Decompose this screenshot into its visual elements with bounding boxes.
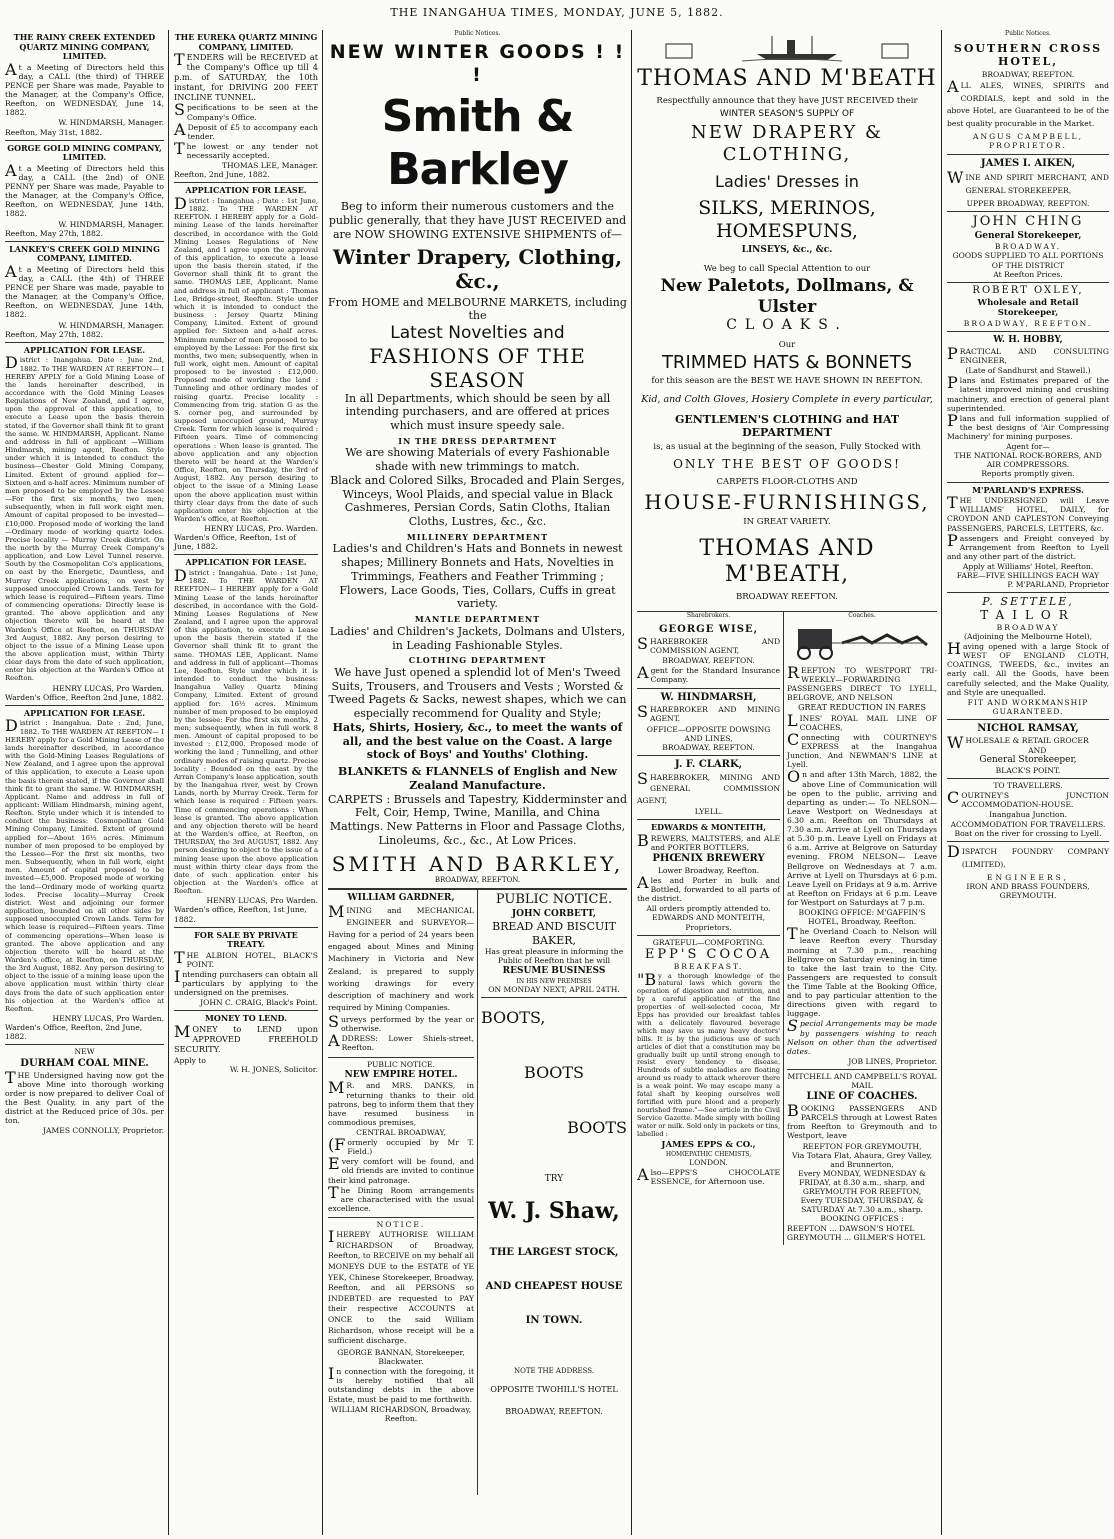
ad-trade: IRON AND BRASS FOUNDERS, [966,882,1090,892]
notice-date: Reefton, 2nd June, 1882. [174,170,270,180]
ad-title: W. HINDMARSH, [660,692,757,704]
ad-text: We are showing Materials of every Fashionable shade with new trimmings to match. [345,446,610,474]
ad-text: AND [1028,746,1047,756]
ad-text: Agent for— [1006,442,1050,452]
ad-title: NICHOL RAMSAY, [977,722,1079,734]
ad-text: THE NATIONAL ROCK-BORERS, AND AIR COMPRESSORS. [954,451,1102,470]
section-label: Coaches. [848,611,876,619]
ad-text: OFFICE—OPPOSITE DOWSING AND LINES, [646,724,771,743]
gorge-notice [5,141,164,242]
ad-headline: PHŒNIX BREWERY [652,852,765,864]
corbett-ad [481,890,627,998]
ad-text: REEFTON ... DAWSON'S HOTEL [787,1223,915,1233]
notice-date: Reefton, May 27th, 1882. [5,228,104,238]
ad-text: for this season are the BEST WE HAVE SHOWN IN REEFTON. [651,375,923,386]
ad-text: At Reefton Prices. [993,269,1063,279]
edwards-monteith-ad [637,820,780,936]
ad-trade: WHOLESALE & RETAIL GROCER [947,732,1089,752]
ad-text: From HOME and MELBOURNE MARKETS, including the [328,295,627,323]
ad-text: LINSEYS, &c., &c. [741,245,833,256]
ad-address: BROADWAY, REEFTON. [505,1406,603,1416]
notice-title: THE EUREKA QUARTZ MINING COMPANY, LIMITED. [174,32,318,52]
dispatch-foundry-ad [947,842,1109,904]
ad-trade: Wholesale and Retail Storekeeper, [977,297,1079,318]
ad-body: MINING and MECHANICAL ENGINEER and SURVEYOR—Having for a period of 24 years been engaged about Mines and Mining Machinery in Victoria and New Zealand, is prepared to supply working drawings for every description of machinery and work required by Mining Companies. [328,901,474,1012]
ad-title: EDWARDS & MONTEITH, [650,822,767,833]
ad-address: LONDON. [689,1157,728,1167]
ad-headline: Ladies' Dresses in [715,171,859,191]
ad-title: DURHAM COAL MINE. [20,1057,149,1069]
ad-text: ON MONDAY NEXT, APRIL 24TH. [488,985,620,994]
lease-application-2 [5,706,164,1046]
notice-title: FOR SALE BY PRIVATE TREATY. [194,929,298,950]
column-2 [171,30,321,1535]
ad-text: The Overland Coach to Nelson will leave Reefton every Thursday morning at 7.30 p.m., reaching Bellgrove on Saturday evening in time to take the last train to the City. Passengers are requested to consult the Time Table at the Booking Office, and to pay particular attention to the directions given with regard to luggage. [787,924,937,1019]
notice-text: Specifications to be seen at the Company's Office. [174,100,318,122]
ad-kicker: NOTICE. [376,1219,426,1229]
ad-schedule: On and after 13th March, 1882, the above Line of Communication will be open to the public, arriving and departing as under:— To NELSON— Leave Westport on Wednesdays at 6.30 a.m. Reefton on Thursdays at 7.30 a.m. Arrive at Lyell on Thursdays at 5.30 p.m. Leave Lyell on Fridays at 6 a.m. Arrive at Belgrove on Saturday evening. FROM NELSON— Leave Bellgrove on Wednesdays at 7 a.m. Arrive at Lyell on Thursdays at 6 p.m. Leave Lyell on Fridays at 9 a.m. Arrive at Reefton on Fridays at 6 p.m. Leave for Westport on Saturdays at 7 p.m. [787,767,937,907]
column-5 [944,30,1112,1535]
ad-headline: NEW DRAPERY & CLOTHING, [691,122,883,165]
eureka-tender [174,30,318,183]
department-heading: MILLINERY DEPARTMENT [406,531,549,542]
ad-title: JAMES I. AIKEN, [980,157,1076,169]
ad-text: The Dining Room arrangements are characterised with the usual excellence. [328,1182,474,1213]
ad-trade: TAILOR [980,608,1076,623]
col4-right [784,612,937,1245]
albion-sale [174,928,318,1012]
epps-cocoa-ad [637,936,780,1191]
ad-text: In all Departments, which should be seen by all intending purchasers, and are offered at prices which must insure speedy sale. [344,391,611,433]
ad-text: REEFTON FOR GREYMOUTH, [802,1141,922,1151]
ad-text: Ladies's and Children's Hats and Bonnets in newest shapes; Millinery Bonnets and Hats, Novelties in Trimmings, Feathers and Feather Trimming ; Flowers, Lace Goods, Ties, Collars, Cuffs in great variety. [332,542,623,611]
ad-title: JOHN CORBETT, [511,908,597,919]
gardner-ad [328,890,474,1058]
ad-title: ROBERT OXLEY, [972,284,1084,296]
ad-text: IN TOWN. [525,1314,583,1326]
thomas-mbeath-ad [637,32,937,612]
notice-text: Apply to [174,1055,206,1065]
aiken-ad [947,155,1109,212]
ad-headline: New Paletots, Dollmans, & Ulster [660,276,914,317]
ching-ad [947,212,1109,283]
column-3 [325,30,630,1535]
ad-kicker: NEW [74,1047,95,1057]
ad-address: BROADWAY [996,622,1060,632]
lankey-notice [5,242,164,343]
ad-signature: JAMES CONNOLLY, Proprietor. [42,1126,164,1136]
ad-body: Has great pleasure in informing the Public of Reefton that he will [484,946,624,965]
notice-body: District : Inangahua ; Date : 1st June, 1882. To THE WARDEN AT REEFTON. I HEREBY apply for a Gold-mining Lease of the lands hereinafter described, in accordance with the Gold Mining Leases Regulations of New Zealand, and I agree upon the approval of this application, to execute a lease upon the basis therein stated, if the Governor shall think fit to grant the same. THOMAS LEE, Applicant. Name and address in full of applicant : Thomas Lee, Bridge-street, Reefton. Style under which it is intended to conduct the business : Jersey Quartz Mining Company, Limited. Extent of ground applied for: Sixteen and a-half acres. Minimum number of men proposed to be employed by the Lessee: For the first six months, two men; subsequently, when in full work, eight men. Amount of capital proposed to be invested : £12,000. Proposed mode of working the land : Tunneling and other ordinary modes of raising quartz. Precise locality : Commencing from trig. station G as the S. corner peg, and surrounded by supposed unoccupied ground, Murray Creek. Term for which lease is required : Fifteen years. Time of commencing operations : When lease is granted. The above application and any objection thereto will be heard at the Warden's Office, Reefton, on Thursday, the 3rd of August, 1882. Any person desiring to object to the issue of a Mining Lease upon the above application must within thirty clear days from the date of such application enter his objection at the Warden's office, at Reefton. [174,193,318,523]
ad-trade: SHAREBROKER AND MINING AGENT. [637,702,781,724]
column-rule [168,30,169,1535]
ad-address: BROADWAY, REEFTON. [434,875,521,884]
notice-title: APPLICATION FOR LEASE. [185,185,307,196]
ad-text: THE LARGEST STOCK, [489,1246,619,1258]
notice-body: At a Meeting of Directors held this day, a CALL (the 4th) of THREE PENCE per Share was made, payable to the Manager, at the Company's Office, Reefton, on WEDNESDAY, June 14th, 1882. [5,261,164,320]
ad-headline: BOOTS [567,1118,627,1138]
ad-address: BROADWAY, REEFTON. [662,655,755,665]
ad-address: BLACK'S POINT. [995,765,1061,775]
ad-text: Reports promptly given. [981,469,1075,479]
ad-address: UPPER BROADWAY, REEFTON. [966,198,1090,208]
notice-date: Warden's Office, Reefton 2nd June, 1882. [5,692,164,702]
ad-signature: EDWARDS AND MONTEITH, Proprietors. [652,913,765,932]
ad-heading: NEW WINTER GOODS ! ! ! [329,41,626,86]
ad-headline: GREAT REDUCTION IN FARES [798,703,926,713]
ad-footer: SMITH AND BARKLEY, [331,851,624,876]
ad-text: Apply at Williams' Hotel, Reefton. [962,561,1094,571]
notice-body: District : Inangahua. Date : 1st June, 1882. To THE WARDEN AT REEFTON— I HEREBY apply for a Gold Mining Lease of the lands hereinafter described, in accordance with the Gold-Mining Leases Regulations of New Zealand, and I agree upon the approval of this application, to execute a Lease upon the basis therein stated if the Governor shall think fit to grant the same. THOMAS LEE, Applicant. Name and address in full of applicant—Thomas Lee, Reefton. Style under which it is intended to conduct the business: Inangahua Valley Quartz Mining Company, Limited. Extent of ground applied for: 16½ acres. Minimum number of men proposed to be employed by the lessee: For the first six months, 2 men; subsequently, when in full work 8 men. Amount of capital proposed to be invested : £12,000. Proposed mode of working the land ; Tunnelling, and other ordinary modes of raising quartz. Precise locality : Bounded on the east by the Arran Company's lease application, south by the Inangahua river, west by Crown Lands, north by Murray Creek. Term for which lease is required : Fifteen years. Time of commencing operations : When lease is granted. The above application and any objection thereto will be heard at the Warden's office, at Reefton, on THURSDAY, the 3rd AUGUST, 1882. Any person desiring to object to the issue of a mining lease upon the above application must within thirty clear days from the date of such application enter his objection at the Warden's office at Reefton. [174,566,318,896]
ad-title: SOUTHERN CROSS HOTEL, [953,42,1103,69]
notice-text: Intending purchasers can obtain all particulars by applying to the undersigned on the premises. [174,967,318,998]
ad-text: GOODS SUPPLIED TO ALL PORTIONS OF THE DISTRICT [952,251,1104,270]
ad-text: CARPETS FLOOR-CLOTHS AND [716,477,858,488]
notice-body: THE ALBION HOTEL, BLACK'S POINT. [174,947,318,969]
ad-kicker: MITCHELL AND CAMPBELL'S ROYAL MAIL [787,1071,937,1091]
ad-trade: SHAREBROKER AND COMMISSION AGENT, [637,633,781,655]
notice-body: At a Meeting of Directors held this day, a CALL (the 2nd) of ONE PENNY per Share was made, Payable to the Manager, at the Company's Office, Reefton, on WEDNESDAY, June 14th, 1882. [5,160,164,219]
ad-title: COURTNEY'S JUNCTION ACCOMMODATION-HOUSE. [947,788,1109,810]
notice-signature: HENRY LUCAS, Pro Warden. [52,1014,164,1024]
ad-signature: WILLIAM RICHARDSON, Broadway, Reefton. [330,1404,472,1423]
notice-signature: W. HINDMARSH, Manager. [58,219,164,229]
ad-body: THE Undersigned having now got the above Mine into thorough working order is now prepared to deliver Coal of the Best Quality, in any part of the district at the Reduced price of 30s. per ton. [5,1067,164,1126]
ad-title: M'PARLAND'S EXPRESS. [972,484,1084,495]
notice-text: The lowest or any tender not necessarily accepted. [174,138,318,160]
ad-signature: JOB LINES, Proprietor. [848,1056,937,1066]
notice-body: MONEY to LEND upon APPROVED FREEHOLD SECURITY. [174,1022,318,1054]
empire-hotel-ad [328,1058,474,1218]
column-rule [941,30,942,1535]
ad-firm-name: Smith & Barkley [381,90,574,195]
notice-signature: JOHN C. CRAIG, Black's Point. [200,998,318,1008]
ad-trade: BREWERS, MALTSTERS, and ALE and PORTER BOTTLERS, [637,830,781,852]
column-rule [631,30,632,1535]
ad-body: "By a thorough knowledge of the natural laws which govern the operation of digestion and nutrition, and by a careful application of the fine properties of well-selected cocoa, Mr Epps has provided our breakfast tables with a delicately flavoured beverage which may save us many heavy doctors' bills. It is by the judicious use of such articles of diet that a constitution may be gradually built up until strong enough to resist every tendency to disease. Hundreds of subtle maladies are floating around us ready to attack wherever there is a weak point. We may escape many a fatal shaft by keeping ourselves well fortified with pure blood and a properly nourished frame."—See article in the Civil Service Gazette. Made simply with boiling water or milk. Sold only in packets or tins, labelled : [637,969,781,1138]
notice-title: MONEY TO LEND. [205,1013,287,1024]
ad-address: CENTRAL BROADWAY, [356,1127,446,1137]
hindmarsh-ad [637,689,780,756]
ad-headline: CLOAKS. [726,317,848,334]
ad-text: Every TUESDAY, THURSDAY, & SATURDAY At 7.30 a.m., sharp. [800,1196,924,1215]
ad-trade: General Storekeeper, [979,755,1077,766]
section-label: Public Notices. [1005,30,1051,37]
ad-signature: GEORGE BANNAN, Storekeeper, Blackwater. [337,1347,465,1367]
ad-trade: PRACTICAL AND CONSULTING ENGINEER, [947,344,1109,366]
ad-text: is, as usual at the beginning of the season, Fully Stocked with [653,441,921,452]
ad-text: Ales and Porter in bulk and Bottled, forwarded to all parts of the district. [637,873,781,904]
col4-left [637,612,784,1245]
ad-headline: RESUME BUSINESS [502,966,606,977]
ad-headline: Winter Drapery, Clothing, &c., [332,244,623,293]
ad-text: We beg to call Special Attention to our [703,264,871,275]
rainy-creek-notice [5,30,164,141]
lease-application-3 [174,183,318,555]
ad-body: Connecting with COURTNEY'S EXPRESS at the Inangahua Junction, And NEWMAN'S LINE at Lyell. [787,730,937,770]
ad-text: IN HIS NEW PREMISES [516,977,592,985]
ramsay-ad [947,720,1109,779]
ad-body: Having opened with a large Stock of WEST OF ENGLAND CLOTH, COATINGS, TWEEDS, &c., invites an early call. All the Goods, have been carefully selected, and the Make Quality, and Style are unequalled. [947,639,1109,697]
col3-right [478,890,627,1495]
southern-cross-ad [947,39,1109,154]
notice-signature: HENRY LUCAS, Pro. Warden. [204,524,318,534]
notice-title: APPLICATION FOR LEASE. [23,707,146,718]
lines-royal-mail-ad [787,663,937,1070]
ad-text: WINTER SEASON'S SUPPLY OF [719,108,855,119]
department-heading: CLOTHING DEPARTMENT [408,655,547,666]
notice-body: District : Inangahua. Date : 2nd, June, 1882. To THE WARDEN AT REEFTON— I HEREBY apply for a Gold Mining Lease of the lands hereinafter described, in accordance with the Gold-Mining Leases Regulations of New Zealand, and I agree upon the approval of this application, to execute a Lease upon the basis therein stated, if the Governor shall think fit to grant the same. W. HINDMARSH, Applicant. Name and address in full of applicant: William Hindmarsh, mining agent, Reefton. Style under which it is intended to conduct the business: Cosmopolitan Gold Mining Company, Limited. Extent of ground applied for—About 16½ acres. Minimum number of men proposed to be employed by the Lessee—For the first six months, two men. Subsequently, when in full work, eight men. Amount of capital proposed to be invested—£5,000. Proposed mode of working the land—Ordinary mode of working quartz lodes. Precise locality—Murray Creek district. West and adjoining our former application, bounded on all other sides by supposed unoccupied Crown Lands. Term for which lease is required—Fifteen years. Time of commencing operations—When lease is granted. The above application and any objection thereto will be heard at the Warden's office, at Reefton, on THURSDAY, the 3rd August, 1882. Any person desiring to object to the issue of a mining lease upon the above application must within thirty clear days from the date of such application enter his objection at the Warden's office at Reefton. [5,716,164,1013]
ad-address: BROADWAY, REEFTON. [981,69,1075,79]
ad-headline: ONLY THE BEST OF GOODS! [673,456,901,471]
ad-headline: BOOTS [524,1063,584,1083]
ad-title: GEORGE WISE, [658,623,759,635]
wise-ad [637,621,780,690]
ad-address: BROADWAY, REEFTON. [963,319,1093,329]
ad-text: (Formerly occupied by Mr T. Field.) [328,1135,474,1157]
notice-title: APPLICATION FOR LEASE. [23,344,146,355]
ad-title: JOHN CHING [972,213,1084,229]
notice-signature: W. HINDMARSH, Manager. [58,320,164,330]
notice-signature: HENRY LUCAS, Pro Warden. [52,683,164,693]
ad-firm-name: W. J. Shaw, [488,1198,620,1225]
notice-title: THE RAINY CREEK EXTENDED QUARTZ MINING COMPANY, LIMITED. [13,32,156,62]
ad-text: BOOKING OFFICES : [820,1214,904,1224]
column-1 [2,30,167,1535]
ad-text: AND CHEAPEST HOUSE [485,1280,623,1292]
ad-title: W. H. HOBBY, [993,335,1063,346]
ad-address: BROADWAY. [994,242,1062,252]
section-label: Sharebrokers. [686,611,731,619]
notice-body: District : Inangahua. Date : June 2nd, 1882. To THE WARDEN AT REEFTON— I HEREBY APPLY for a Gold Mining Lease of the lands hereinafter described, in accordance with the Gold Mining Leases Regulations of New Zealand, and I agree, upon the approval of this application, to execute a Lease upon the basis therein stated, if the Governor shall think fit to grant the same. W. HINDMARSH, Applicant. Name and address in full of applicant —William Hindmarsh, mining agent, Reefton. Style under which it is intended to conduct the business—Chester Gold Mining Company, Limited. Extent of ground applied for—Sixteen and a-half acres. Minimum number of men proposed to be employed by the Lessee—For the first six months, two men; subsequently, when in full work eight men. Amount of capital proposed to be invested—£10,000. Proposed mode of working the land—Ordinary mode of working quartz lodes. Precise locality — Murray Creek district. On the north by the Murray Creek Company's application, and Low Level Tunnel reserve. South by the Cosmopolitan Co's applications, on east by the Energetic, Dauntless, and Murray Creek applications, on west by supposed unoccupied Crown Lands. Term for which lease is required—Fifteen years. Time of commencing operations: Directly lease is granted. The above application and any objection thereto will be heard at the Warden's Office at Reefton, on THURSDAY 3rd August, 1882. Any person desiring to object to the issue of a Mining Lease upon the above application must, within Thirty clear days from the date of such application, enter his objection at the Warden's Office at Reefton. [5,353,164,683]
ad-text: GREYMOUTH FOR REEFTON, [802,1187,922,1197]
steamship-illustration-icon [662,32,912,62]
ad-text: Black and Colored Silks, Brocaded and Plain Serges, Winceys, Wool Plaids, and special value in Black Cashmeres, Persian Cords, Satin Cloths, Italian Cloths, Lustres, &c., &c. [330,473,625,529]
notice-date: Warden's Office, Reefton, 2nd June, 1882. [5,1023,143,1042]
ad-kicker: PUBLIC NOTICE. [495,892,613,908]
lease-application-1 [5,343,164,706]
ad-kicker: GRATEFUL—COMFORTING. [652,937,765,947]
ad-text: Also—EPPS'S CHOCOLATE ESSENCE, for Afternoon use. [637,1165,781,1187]
ad-address: Lower Broadway, Reefton. [657,865,760,875]
notice-signature: W. H. JONES, Solicitor. [229,1064,318,1074]
ad-text: Special Arrangements may be made by passengers wishing to reach Nelson on other than the advertised dates. [787,1016,937,1056]
settele-tailor-ad [947,593,1109,720]
ad-title: P. SETTELE, [982,595,1074,609]
ad-text: BOOKING OFFICE: M'GAFFIN'S HOTEL, Broadway, Reefton. [798,908,926,927]
ad-kicker: BREAKFAST. [673,962,744,972]
ad-trade: General Storekeeper, [974,230,1082,241]
smith-barkley-ad [328,41,627,889]
ad-firm-name: JAMES EPPS & CO., [661,1139,756,1150]
notice-text: ADeposit of £5 to accompany each tender. [174,119,318,141]
masthead: THE INANGAHUA TIMES, MONDAY, JUNE 5, 1882. [390,6,724,19]
ad-text: Agent for the Standard Insurance Company. [637,663,781,685]
ad-body: MR. and MRS. DANKS, in returning thanks to their old patrons, beg to inform them that they have resumed business in commodious premises, [328,1078,474,1127]
ad-trade: SHAREBROKER, MINING AND GENERAL COMMISSION AGENT, [637,768,781,805]
notice-body: TENDERS will be RECEIVED at the Company's Office up till 4 p.m. of SATURDAY, the 10th instant, for DRIVING 200 FEET INCLINE TUNNEL. [174,50,318,102]
ad-title: DISPATCH FOUNDRY COMPANY (LIMITED), [947,841,1109,870]
ad-text: FARE—FIVE SHILLINGS EACH WAY [956,571,1100,581]
ad-title: EPP'S COCOA [644,946,773,962]
clark-ad [637,756,780,820]
ad-address: BROADWAY REEFTON. [736,592,838,603]
ad-text: Surveys performed by the year or otherwise. [328,1012,474,1034]
notice-title: APPLICATION FOR LEASE. [185,557,307,568]
notice-title: GORGE GOLD MINING COMPANY, LIMITED. [7,142,162,163]
ad-headline: TRIMMED HATS & BONNETS [661,352,913,374]
mparland-express-ad [947,483,1109,594]
ad-text: (Adjoining the Melbourne Hotel), [964,631,1092,641]
notice-title: LANKEY'S CREEK GOLD MINING COMPANY, LIMITED. [9,243,160,264]
ad-text: Hats, Shirts, Hosiery, &c., to meet the wants of all, and the best value on the Coast. A large stock of Boys' and Youths' Clothing. [332,720,623,762]
column-rule [322,30,323,1535]
ad-address: BROADWAY, REEFTON. [662,742,755,752]
department-heading: IN THE DRESS DEPARTMENT [398,435,557,446]
ad-text: Ladies' and Children's Jackets, Dolmans and Ulsters, in Leading Fashionable Styles. [329,624,626,652]
ad-text: Respectfully announce that they have JUST RECEIVED their [656,96,918,107]
ad-kicker: PUBLIC NOTICE. [367,1059,435,1069]
department-heading: MANTLE DEPARTMENT [414,614,541,625]
shaw-ad [481,1008,627,1416]
ad-body: BOOKING PASSENGERS AND PARCELS through at Lowest Rates from Reefton to Greymouth and to Westport, leave [787,1101,937,1141]
section-label: Public Notices. [454,30,501,37]
oxley-ad [947,283,1109,332]
ad-text: HOMŒPATHIC CHEMISTS, [665,1150,752,1158]
notice-signature: W. HINDMARSH, Manager. [58,118,164,128]
notice-date: Warden's Office, Reefton, 1st of June, 1882. [174,533,297,552]
ad-text: Plans and full information supplied of the best designs of 'Air Compressing Machinery' for mining purposes. [947,410,1109,442]
stagecoach-illustration-icon [792,621,932,661]
mitchell-campbell-ad [787,1070,937,1245]
ad-body: IHEREBY AUTHORISE WILLIAM RICHARDSON of Broadway, Reefton, to RECEIVE on my behalf all MONEYS DUE to the ESTATE of YE YEK, Chinese Storekeeper, Broadway, Reefton, and all PERSONS so INDEBTED are requested to PAY their respective ACCOUNTS at ONCE to the said William Richardson, whose receipt will be a sufficient discharge. [328,1227,474,1346]
ad-signature: ANGUS CAMPBELL, PROPRIETOR. [972,132,1083,151]
ad-text: (Late of Sandhurst and Stawell.) [965,366,1091,376]
notice-richardson [328,1218,474,1426]
ad-text: IN GREAT VARIETY. [743,517,831,528]
ad-text: Passengers and Freight conveyed by Arrangement from Reefton to Lyell and any other part of the district. [947,530,1109,561]
ad-headline: SILKS, MERINOS, HOMESPUNS, [698,196,876,242]
ad-headline: BOOTS, [481,1008,546,1028]
ad-text: Beg to inform their numerous customers and the public generally, that they have JUST RECEIVED and are NOW SHOWING EXTENSIVE SHIPMENTS of— [328,200,627,241]
notice-date: Warden's office, Reefton, 1st June, 1882. [174,905,307,924]
money-to-lend [174,1011,318,1076]
ad-body: WINE AND SPIRIT MERCHANT, AND GENERAL STOREKEEPER, [947,167,1109,196]
ad-text: We have Just opened a splendid lot of Men's Tweed Suits, Trousers, and Trousers and Vests ; Worsted & Tweed Pagets & Sacks, newest shapes, which we can especially recommend for Quality and Style; [328,665,627,721]
ad-headline: Latest Novelties and [390,323,565,344]
ad-kicker: TO TRAVELLERS. [993,781,1063,791]
notice-signature: THOMAS LEE, Manager. [221,161,318,171]
ad-headline: GENTLEMEN'S CLOTHING and HAT DEPARTMENT [674,413,900,440]
ad-text: Our [778,339,796,350]
ad-firm-name: THOMAS AND M'BEATH [637,66,937,91]
courtney-junction-ad [947,779,1109,842]
ad-text: In connection with the foregoing, it is hereby notified that all outstanding debts in the above Estate, must be paid to me forthwith. [328,1364,474,1404]
ad-headline: FASHIONS OF THE SEASON [369,343,586,392]
hobby-ad [947,332,1109,482]
ad-text: Boat on the river for crossing to Lyell. [954,828,1102,838]
ad-text: Inangahua Junction. [989,810,1067,820]
ad-text: Via Totara Flat, Ahaura, Grey Valley, and Brunnerton, [791,1150,933,1169]
ad-address: ADDRESS: Lower Shiels-street, Reefton. [328,1031,474,1053]
ad-firm-name: THOMAS AND M'BEATH, [699,535,875,587]
ad-title: J. F. CLARK, [674,758,743,770]
col3-left [328,890,478,1495]
ad-title: LINES' ROYAL MAIL LINE OF COACHES, [787,710,937,732]
notice-signature: HENRY LUCAS, Pro Warden. [206,896,318,906]
ad-body: THE UNDERSIGNED will Leave WILLIAMS' HOTEL, DAILY, for CROYDON AND CAPLESTON Conveying PASSENGERS, PARCELS, LETTERS, &c. [947,493,1109,533]
column-4 [634,30,940,1535]
notice-body: At a Meeting of Directors held this day, a CALL (the third) of THREE PENCE per Share was made, Payable to the Manager, at the Company's Office, Reefton, on WEDNESDAY, June 14, 1882. [5,59,164,118]
ad-text: GREYMOUTH ... GILMER'S HOTEL [787,1232,925,1242]
ad-text: Every comfort will be found, and old friends are invited to continue their kind patronage. [328,1154,474,1185]
ad-text: Plans and Estimates prepared of the latest improved mining and crushing machinery, and erection of general plant superintended. [947,373,1109,413]
ad-text: BLANKETS & FLANNELS of English and New Zealand Manufacture. [338,765,617,792]
lease-application-4 [174,555,318,927]
ad-trade: ENGINEERS, [986,873,1070,883]
ad-title: WILLIAM GARDNER, [347,893,455,904]
ad-text: All orders promptly attended to. [646,904,771,914]
ad-text: ACCOMMODATION FOR TRAVELLERS. [950,819,1106,829]
ad-address: GREYMOUTH. [999,891,1057,901]
ad-text: NOTE THE ADDRESS. [513,1366,595,1375]
notice-date: Reefton, May 27th, 1882. [5,329,104,339]
ad-text: Every MONDAY, WEDNESDAY & FRIDAY, at 8.30 a.m., sharp, and [798,1168,926,1188]
ad-title: LINE OF COACHES. [806,1091,918,1103]
ad-text: FIT AND WORKMANSHIP GUARANTEED. [967,697,1089,716]
ad-text: Kid, and Colth Gloves, Hosiery Complete in every particular, [641,393,933,405]
ad-text: TRY [544,1173,564,1184]
ad-body: ALL ALES, WINES, SPIRITS and CORDIALS, kept and sold in the above Hotel, are Guaranteed to be of the best quality procurable in the Market. [947,76,1109,129]
ad-address: OPPOSITE TWOHILL'S HOTEL [490,1385,618,1395]
ad-text: CARPETS : Brussels and Tapestry, Kidderminster and Felt, Coir, Hemp, Twine, Manilla, and China Mattings. New Patterns in Floor and Passage Cloths, Linoleums, &c., &c., At Low Prices. [328,792,628,847]
ad-title: NEW EMPIRE HOTEL. [344,1069,458,1080]
ad-address: LYELL. [694,807,723,817]
ad-signature: P. M'PARLAND, Proprietor [1007,580,1109,590]
notice-date: Reefton, May 31st, 1882. [5,127,103,137]
ad-headline: HOUSE-FURNISHINGS, [644,490,930,515]
ad-text: REEFTON TO WESTPORT TRI-WEEKLY—FORWARDING PASSENGERS DIRECT TO LYELL, BELGROVE, AND NELSON [787,662,937,703]
durham-coal-ad [5,1045,164,1138]
ad-trade: BREAD AND BISCUIT BAKER, [492,920,616,947]
